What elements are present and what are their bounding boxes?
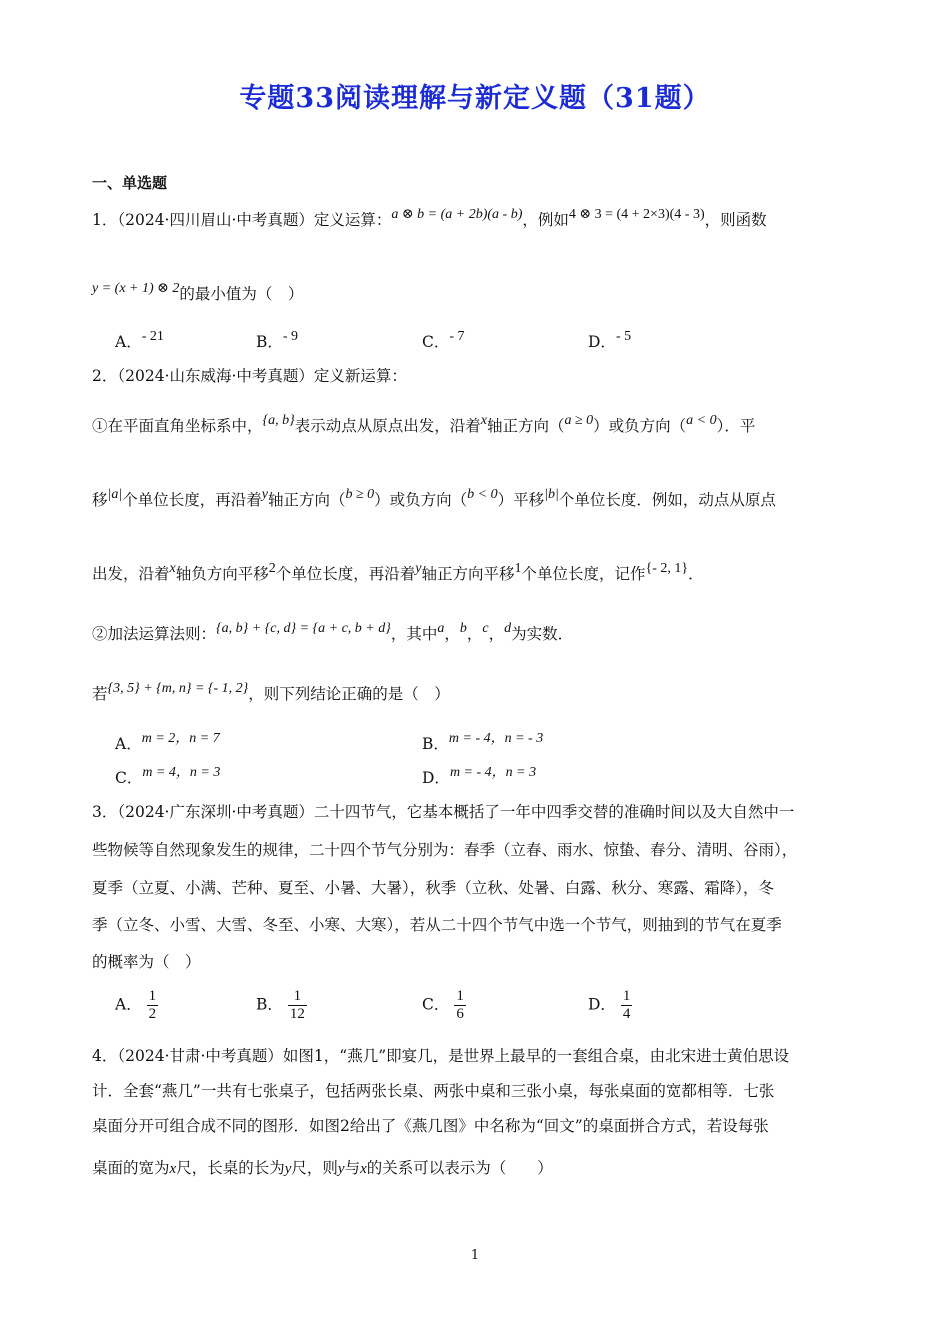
q2-math: {- 2, 1} (645, 561, 689, 576)
q2-text: ， (466, 625, 483, 643)
option-label: D． (422, 769, 450, 787)
q3-line-2: 些物候等自然现象发生的规律，二十四个节气分别为：春季（立春、雨水、惊蛰、春分、清明、谷雨）， (92, 841, 798, 859)
option-label: A． (115, 735, 142, 753)
q2-math: a < 0 (686, 413, 717, 428)
q2-text: 个单位长度，再沿着 (122, 491, 262, 509)
q2-line-6 (92, 681, 450, 706)
option-fraction (147, 988, 159, 1023)
q2-text: ）．平 (716, 417, 756, 435)
q4-text: 桌面的宽为 (92, 1159, 170, 1177)
fraction-denominator: 2 (148, 1006, 157, 1022)
option-label: C． (422, 333, 450, 351)
option-label: A． (115, 995, 142, 1014)
q2-text: 轴正方向（ (486, 417, 565, 435)
q2-text: 轴正方向平移 (421, 565, 515, 583)
q2-math: y (415, 561, 422, 576)
q2-line-2 (92, 413, 756, 438)
option-value: - 21 (141, 329, 164, 344)
q2-math: x (169, 561, 176, 576)
q2-math: y (261, 487, 268, 502)
q4-line-2: 计．全套“燕几”一共有七张桌子，包括两张长桌、两张中桌和三张小桌，每张桌面的宽都相等．七张 (92, 1082, 775, 1100)
q2-text: ，则下列结论正确的是（ ） (248, 685, 450, 703)
q1-example-formula: 4 ⊗ 3 = (4 + 2×3)(4 - 3) (568, 207, 705, 222)
option-label: C． (115, 769, 143, 787)
option-label: B． (256, 333, 283, 351)
q2-line-5 (92, 621, 574, 646)
q2-option-a[interactable] (115, 731, 220, 756)
q2-math: b < 0 (467, 487, 498, 502)
q2-line-1: 2．（2024·山东威海·中考真题）定义新运算： (92, 367, 407, 385)
q4-math: y (284, 1161, 292, 1177)
q1-question-text: 的最小值为（ ） (179, 285, 304, 303)
q4-line-1: 4．（2024·甘肃·中考真题）如图1，“燕几”即宴几，是世界上最早的一套组合桌，由北宋进士黄伯思设 (92, 1047, 790, 1065)
fraction-denominator: 4 (622, 1006, 631, 1022)
q4-math: y (337, 1161, 345, 1177)
q2-math: d (504, 621, 512, 636)
q3-line-3: 夏季（立夏、小满、芒种、夏至、小暑、大暑），秋季（立秋、处暑、白露、秋分、寒露、霜降），冬 (92, 879, 775, 897)
q2-text: 个单位长度，再沿着 (275, 565, 416, 583)
q4-line-3: 桌面分开可组合成不同的图形．如图2给出了《燕几图》中名称为“回文”的桌面拼合方式，若设每张 (92, 1117, 769, 1135)
fraction-denominator: 12 (289, 1006, 305, 1022)
q2-text: 轴负方向平移 (175, 565, 269, 583)
q1-suffix: ，则函数 (704, 211, 767, 229)
q1-option-d[interactable] (588, 329, 632, 354)
q2-math: b (459, 621, 467, 636)
q4-text: 尺，长桌的长为 (176, 1159, 285, 1177)
q2-math: |a| (107, 487, 123, 502)
q2-line-4 (92, 561, 704, 586)
q3-line-5: 的概率为（ ） (92, 953, 201, 971)
option-value: m = 4，n = 3 (142, 765, 221, 780)
q2-math: |b| (544, 487, 559, 502)
option-value: - 9 (282, 329, 299, 344)
q2-text: 表示动点从原点出发，沿着 (294, 417, 481, 435)
q1-definition-formula: a ⊗ b = (a + 2b)(a - b) (391, 207, 523, 222)
q2-text: ②加法运算法则： (92, 625, 217, 643)
q2-text: ）或负方向（ (374, 491, 468, 509)
q2-option-d[interactable] (422, 765, 537, 790)
fraction-denominator: 6 (456, 1006, 464, 1022)
q2-text: ，其中 (390, 625, 438, 643)
q1-mid-text: ，例如 (522, 211, 569, 229)
q4-text: 与 (344, 1159, 361, 1177)
option-label: B． (256, 995, 283, 1014)
fraction-numerator: 1 (288, 988, 307, 1006)
q2-math: b ≥ 0 (345, 487, 375, 502)
q1-line-1 (92, 207, 767, 232)
q2-text: ）平移 (497, 491, 545, 509)
option-fraction (288, 988, 307, 1023)
q4-text: 的关系可以表示为（ ） (366, 1159, 553, 1177)
option-value: m = 2，n = 7 (141, 731, 220, 746)
q3-option-c[interactable] (422, 988, 466, 1023)
fraction-numerator: 1 (456, 988, 464, 1004)
option-label: A． (115, 333, 142, 351)
q2-text: 个单位长度．例如，动点从原点 (558, 491, 776, 509)
page-number: 1 (470, 1248, 480, 1263)
q3-option-a[interactable] (115, 988, 158, 1023)
option-value: m = - 4，n = 3 (449, 765, 537, 780)
q2-text: ）或负方向（ (593, 417, 687, 435)
q4-line-4 (92, 1158, 553, 1179)
q2-text: ， (444, 625, 460, 643)
q2-option-c[interactable] (115, 765, 221, 790)
q2-text: 若 (92, 685, 108, 703)
q3-line-4: 季（立冬、小雪、大雪、冬至、小寒、大寒），若从二十四个节气中选一个节气，则抽到的节气在夏季 (92, 916, 782, 934)
q4-math: x (360, 1161, 367, 1177)
fraction-numerator: 1 (622, 988, 631, 1004)
option-fraction (621, 988, 633, 1023)
option-label: D． (588, 995, 616, 1014)
option-value: - 7 (449, 329, 465, 344)
q2-math: {a, b} + {c, d} = {a + c, b + d} (216, 621, 391, 636)
page-title: 专题33阅读理解与新定义题（31题） (239, 83, 711, 114)
q1-option-b[interactable] (256, 329, 299, 354)
q2-math: a ≥ 0 (564, 413, 594, 428)
q2-text: 轴正方向（ (267, 491, 346, 509)
q1-line-2 (92, 281, 304, 306)
q2-text: 移 (92, 491, 108, 509)
q2-math: {a, b} (262, 413, 295, 428)
q2-math: 2 (268, 561, 276, 576)
q2-text: 为实数． (511, 625, 574, 643)
option-label: D． (588, 333, 616, 351)
q2-text: 出发，沿着 (92, 565, 170, 583)
q3-line-1: 3．（2024·广东深圳·中考真题）二十四节气，它基本概括了一年中四季交替的准确时间以及大自然中一 (92, 803, 795, 821)
q2-text: ①在平面直角坐标系中， (92, 417, 263, 435)
section-heading: 一、单选题 (92, 174, 168, 192)
option-value: m = - 4，n = - 3 (448, 731, 544, 746)
q1-option-a[interactable] (115, 329, 164, 354)
q2-math: x (480, 413, 487, 428)
q2-text: ， (488, 625, 505, 643)
option-value: - 5 (615, 329, 632, 344)
q2-math: 1 (514, 561, 522, 576)
q2-text: ． (688, 565, 704, 583)
q2-option-b[interactable] (422, 731, 544, 756)
q1-option-c[interactable] (422, 329, 465, 354)
option-label: C． (422, 995, 450, 1014)
q1-prefix: 1．（2024·四川眉山·中考真题）定义运算： (92, 211, 392, 229)
q2-math: a (437, 621, 445, 636)
option-label: B． (422, 735, 449, 753)
q2-math: c (482, 621, 489, 636)
q4-math: x (169, 1161, 177, 1177)
q1-function-formula: y = (x + 1) ⊗ 2 (92, 281, 180, 296)
q3-option-d[interactable] (588, 988, 632, 1023)
q3-option-b[interactable] (256, 988, 307, 1023)
q4-text: 尺，则 (291, 1159, 338, 1177)
q2-math: {3, 5} + {m, n} = {- 1, 2} (107, 681, 249, 696)
q2-text: 个单位长度，记作 (521, 565, 646, 583)
option-fraction (454, 988, 466, 1023)
q2-line-3 (92, 487, 776, 512)
fraction-numerator: 1 (148, 988, 157, 1004)
